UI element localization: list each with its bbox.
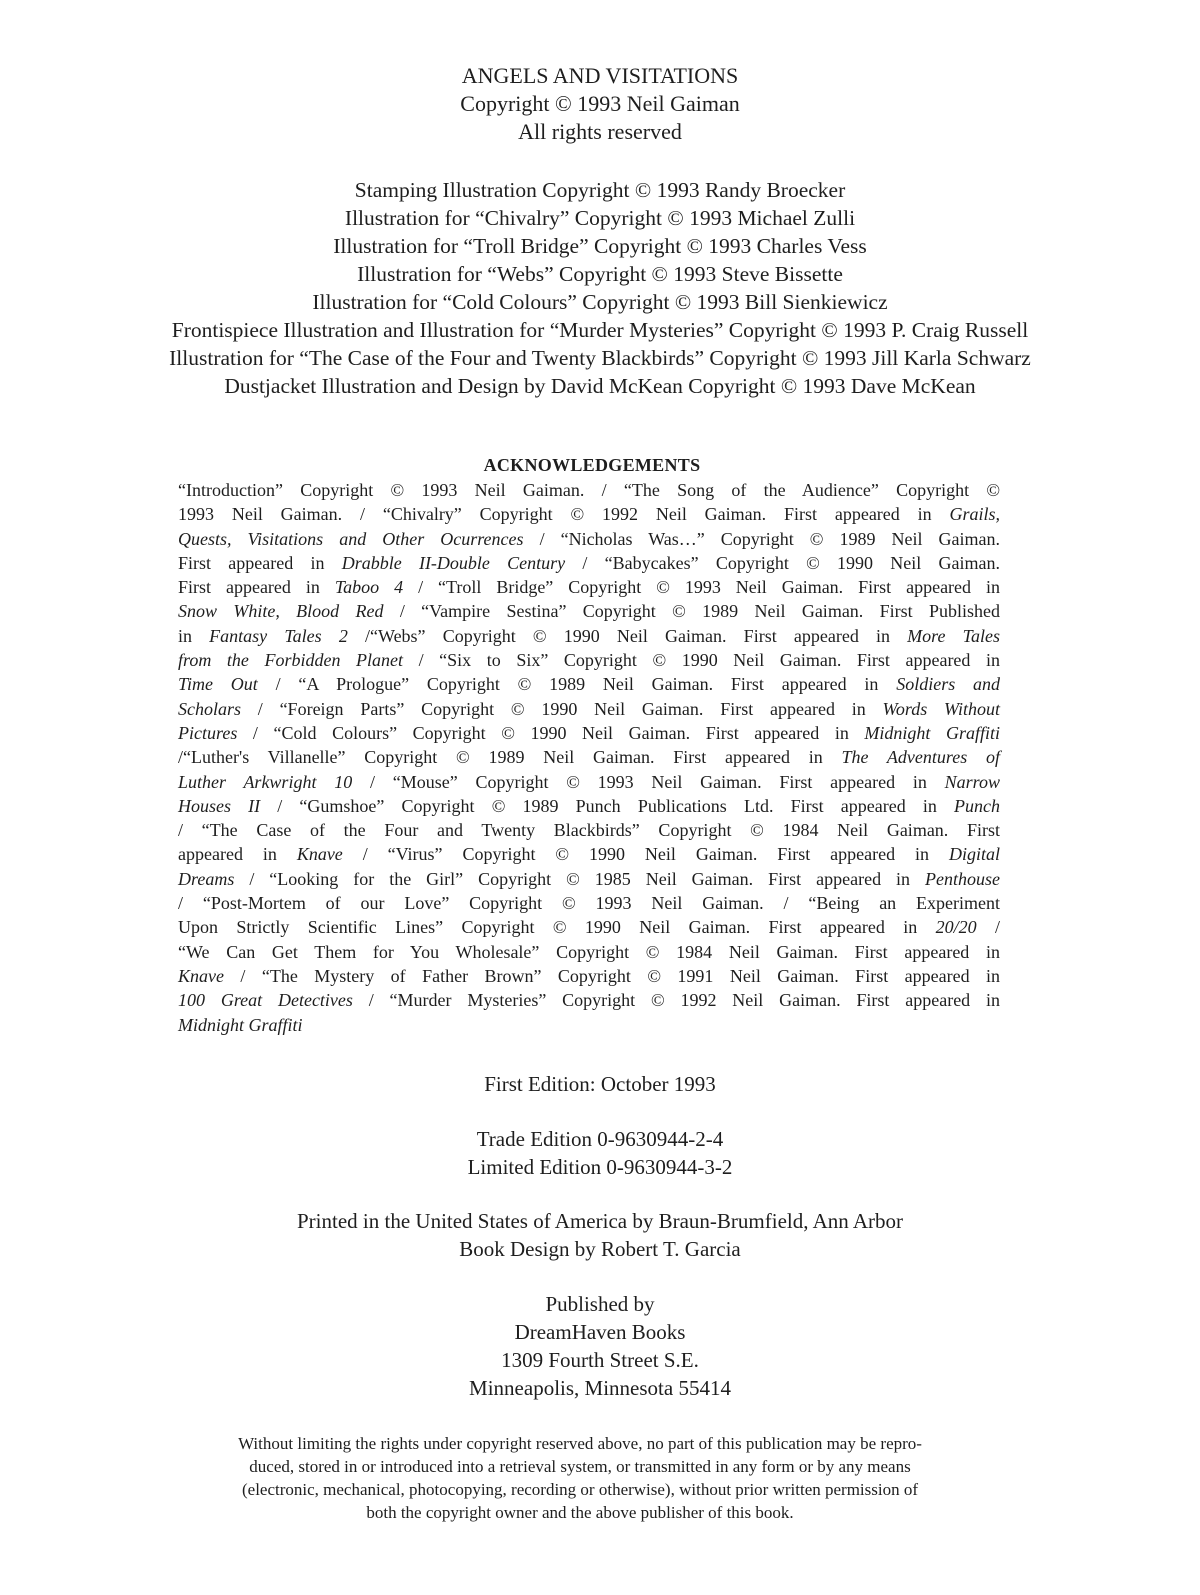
limited-edition-isbn: Limited Edition 0-9630944-3-2 [467,1155,733,1179]
book-title: ANGELS AND VISITATIONS [461,63,739,88]
acknowledgement-text: First appeared in [178,577,335,598]
publication-title: from the Forbidden Planet [178,650,404,671]
acknowledgement-text: / [976,917,1000,938]
acknowledgement-line [178,842,1000,866]
rights-notice-line: duced, stored in or introduced into a retrieval system, or transmitted in any form or by any means [249,1457,911,1476]
credit-line: Illustration for “Webs” Copyright © 1993 Steve Bissette [357,262,843,286]
acknowledgement-text: / “Virus” Copyright © 1990 Neil Gaiman. First appeared in [342,844,949,865]
first-edition: First Edition: October 1993 [484,1072,716,1096]
publisher-info [0,1290,1200,1402]
acknowledgement-line [178,940,1000,964]
publication-title: Narrow [944,771,1000,792]
acknowledgement-text: /“Luther's Villanelle” Copyright © 1989 Neil Gaiman. First appeared in [178,747,842,768]
acknowledgement-text: 1993 Neil Gaiman. / “Chivalry” Copyright © 1992 Neil Gaiman. First appeared in [178,504,950,525]
title-block [0,62,1200,146]
publication-title: Drabble II-Double Century [341,552,566,573]
acknowledgement-line [178,624,1000,648]
acknowledgement-text: / “Six to Six” Copyright © 1990 Neil Gaiman. First appeared in [403,650,1000,671]
credit-line: Stamping Illustration Copyright © 1993 Randy Broecker [354,178,846,202]
acknowledgement-line [178,721,1000,745]
acknowledgement-line [178,478,1000,502]
acknowledgement-text: in [178,625,210,646]
credit-line: Illustration for “Cold Colours” Copyright © 1993 Bill Sienkiewicz [312,290,888,314]
acknowledgement-line [178,915,1000,939]
acknowledgement-text: appeared in [178,844,297,865]
publication-title: Luther Arkwright 10 [178,771,353,792]
rights-notice-line: (electronic, mechanical, photocopying, recording or otherwise), without prior written permission of [241,1480,919,1499]
acknowledgement-line [178,867,1000,891]
acknowledgement-text: / “Foreign Parts” Copyright © 1990 Neil Gaiman. First appeared in [241,698,883,719]
acknowledgement-text: /“Webs” Copyright © 1990 Neil Gaiman. First appeared in [347,625,908,646]
acknowledgement-line [178,599,1000,623]
publication-title: Midnight Graffiti [864,722,1000,743]
acknowledgement-text: / “Mouse” Copyright © 1993 Neil Gaiman. First appeared in [352,771,945,792]
rights-reserved: All rights reserved [518,119,682,144]
acknowledgement-line [178,891,1000,915]
acknowledgement-line [178,551,1000,575]
acknowledgement-text: / “Cold Colours” Copyright © 1990 Neil Gaiman. First appeared in [237,722,865,743]
publication-title: Grails, [949,504,1000,525]
publication-title: Fantasy Tales 2 [209,625,348,646]
credit-line: Illustration for “The Case of the Four and Twenty Blackbirds” Copyright © 1993 Jill Karla Schwarz [169,346,1031,370]
acknowledgement-text: / “A Prologue” Copyright © 1989 Neil Gaiman. First appeared in [257,674,897,695]
publication-title: Penthouse [925,868,1000,889]
acknowledgement-text: Upon Strictly Scientific Lines” Copyright © 1990 Neil Gaiman. First appeared in [178,917,936,938]
acknowledgement-line [178,527,1000,551]
publication-title: More Tales [907,625,1000,646]
acknowledgement-text: / “Looking for the Girl” Copyright © 1985 Neil Gaiman. First appeared in [234,868,926,889]
credit-line: Dustjacket Illustration and Design by David McKean Copyright © 1993 Dave McKean [224,374,976,398]
acknowledgement-line [178,575,1000,599]
publisher-street: 1309 Fourth Street S.E. [501,1348,699,1372]
acknowledgements-body [178,478,1000,1037]
trade-edition-isbn: Trade Edition 0-9630944-2-4 [476,1127,724,1151]
acknowledgement-line [178,1013,1000,1037]
printer-line: Printed in the United States of America by Braun-Brumfield, Ann Arbor [297,1209,903,1233]
acknowledgement-line [178,502,1000,526]
publication-title: Words Without [882,698,1001,719]
acknowledgements-heading: ACKNOWLEDGEMENTS [483,455,701,475]
edition-info [0,1070,1200,1098]
publication-title: Taboo 4 [334,577,404,598]
publication-title: Scholars [178,698,241,719]
acknowledgement-line [178,770,1000,794]
publication-title: Knave [178,965,224,986]
publication-title: The Adventures of [841,747,1001,768]
acknowledgement-line [178,964,1000,988]
publication-title: Dreams [178,868,235,889]
credit-line: Frontispiece Illustration and Illustration for “Murder Mysteries” Copyright © 1993 P. Craig Russell [171,318,1029,342]
illustration-credits [0,176,1200,400]
isbn-info [0,1125,1200,1181]
publisher-name: DreamHaven Books [514,1320,686,1344]
acknowledgement-text: / “Babycakes” Copyright © 1990 Neil Gaiman. [565,552,1000,573]
book-design-line: Book Design by Robert T. Garcia [459,1237,741,1261]
acknowledgement-text: “We Can Get Them for You Wholesale” Copyright © 1984 Neil Gaiman. First appeared in [178,941,1000,962]
publication-title: Time Out [178,674,258,695]
credit-line: Illustration for “Chivalry” Copyright © 1993 Michael Zulli [344,206,856,230]
publication-title: Quests, Visitations and Other Ocurrences [178,528,524,549]
rights-notice-line: Without limiting the rights under copyright reserved above, no part of this publication may be repro- [238,1434,922,1453]
acknowledgement-line [178,794,1000,818]
publication-title: Digital [949,844,1001,865]
book-copyright: Copyright © 1993 Neil Gaiman [460,91,740,116]
acknowledgement-text: / “Gumshoe” Copyright © 1989 Punch Publications Ltd. First appeared in [260,795,955,816]
publication-title: Houses II [178,795,261,816]
acknowledgement-text: / “Nicholas Was…” Copyright © 1989 Neil Gaiman. [523,528,1000,549]
printing-info [0,1207,1200,1263]
publication-title: Punch [954,795,1000,816]
acknowledgement-text: / “The Mystery of Father Brown” Copyright © 1991 Neil Gaiman. First appeared in [223,965,1000,986]
publisher-city: Minneapolis, Minnesota 55414 [469,1376,731,1400]
publication-title: Soldiers and [896,674,1000,695]
acknowledgement-line [178,745,1000,769]
publication-title: Pictures [178,722,238,743]
publication-title: Snow White, Blood Red [178,601,384,622]
publication-title: Midnight Graffiti [178,1014,303,1035]
acknowledgement-line [178,672,1000,696]
acknowledgement-text: / “Troll Bridge” Copyright © 1993 Neil Gaiman. First appeared in [403,577,1000,598]
publication-title: Knave [296,844,343,865]
publication-title: 20/20 [935,917,977,938]
published-by-label: Published by [545,1292,655,1316]
publication-title: 100 Great Detectives [178,990,353,1011]
acknowledgement-text: First appeared in [178,552,342,573]
acknowledgement-text: / “The Case of the Four and Twenty Blackbirds” Copyright © 1984 Neil Gaiman. First [178,820,1000,841]
acknowledgement-text: / “Vampire Sestina” Copyright © 1989 Neil Gaiman. First Published [383,601,1000,622]
acknowledgement-text: “Introduction” Copyright © 1993 Neil Gaiman. / “The Song of the Audience” Copyright © [178,480,1000,500]
acknowledgement-line [178,648,1000,672]
rights-notice-line: both the copyright owner and the above publisher of this book. [366,1503,794,1522]
acknowledgement-text: / “Murder Mysteries” Copyright © 1992 Neil Gaiman. First appeared in [352,990,1001,1011]
acknowledgement-text: / “Post-Mortem of our Love” Copyright © 1993 Neil Gaiman. / “Being an Experiment [178,893,1000,914]
acknowledgement-line [178,818,1000,842]
acknowledgement-line [178,988,1000,1012]
rights-notice [0,1432,1160,1524]
acknowledgement-line [178,697,1000,721]
credit-line: Illustration for “Troll Bridge” Copyright © 1993 Charles Vess [333,234,867,258]
